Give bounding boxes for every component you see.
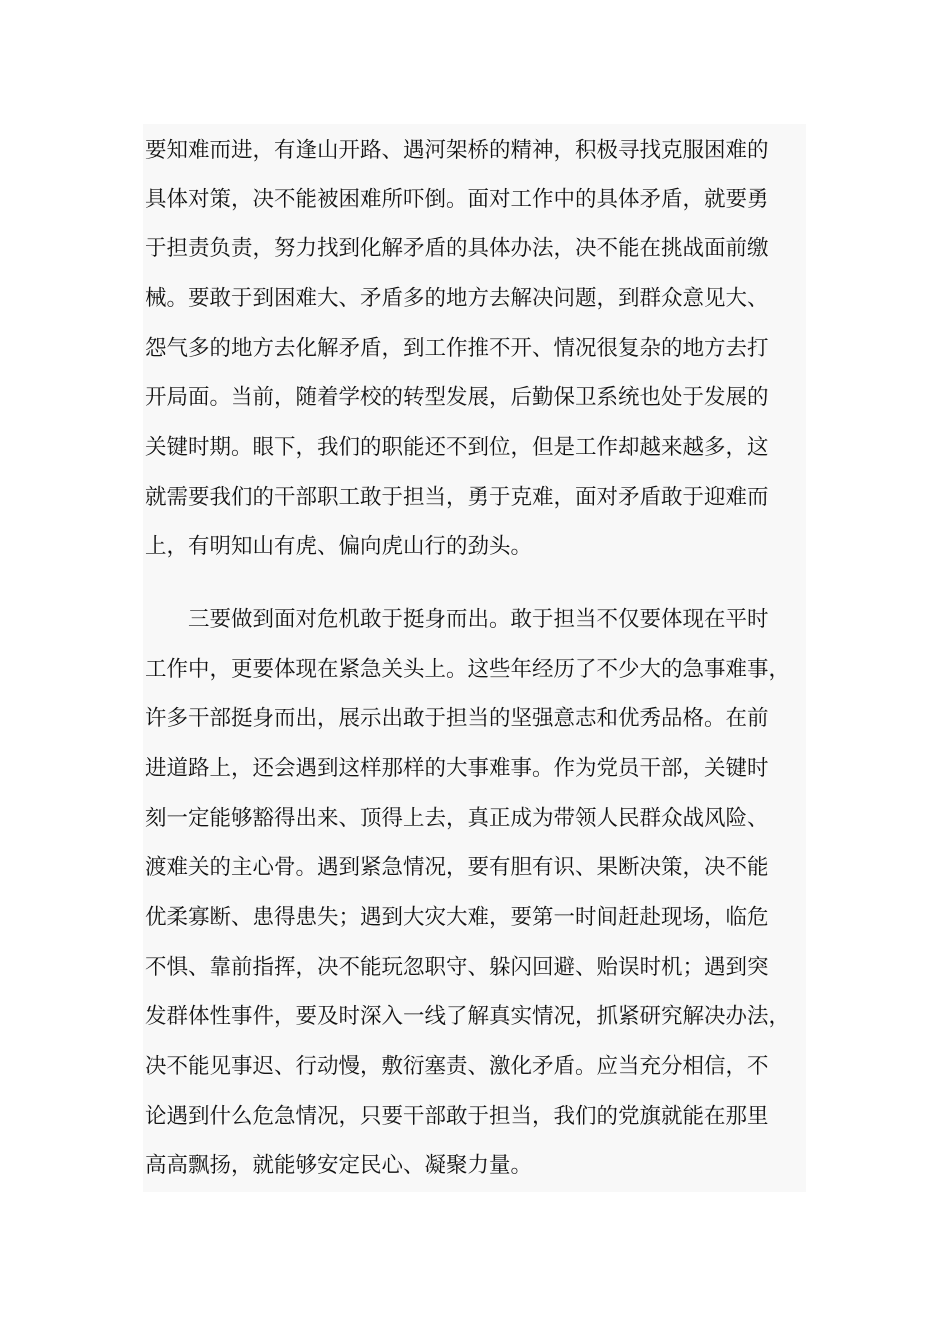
paragraph-first-line: 三要做到面对危机敢于挺身而出。敢于担当不仅要体现在平时 <box>188 607 769 632</box>
text-line: 械。要敢于到困难大、矛盾多的地方去解决问题，到群众意见大、 <box>145 286 769 311</box>
text-line: 刻一定能够豁得出来、顶得上去，真正成为带领人民群众战风险、 <box>145 806 769 831</box>
text-line: 不惧、靠前指挥，决不能玩忽职守、躲闪回避、贻误时机；遇到突 <box>145 955 769 980</box>
text-line: 怨气多的地方去化解矛盾，到工作推不开、情况很复杂的地方去打 <box>145 336 769 361</box>
text-line: 优柔寡断、患得患失；遇到大灾大难，要第一时间赶赴现场，临危 <box>145 905 769 930</box>
text-line: 关键时期。眼下，我们的职能还不到位，但是工作却越来越多，这 <box>145 435 769 460</box>
text-line: 论遇到什么危急情况，只要干部敢于担当，我们的党旗就能在那里 <box>145 1104 769 1129</box>
text-line: 发群体性事件，要及时深入一线了解真实情况，抓紧研究解决办法， <box>145 1004 791 1029</box>
text-line: 工作中，更要体现在紧急关头上。这些年经历了不少大的急事难事， <box>145 657 791 682</box>
text-line: 进道路上，还会遇到这样那样的大事难事。作为党员干部，关键时 <box>145 756 769 781</box>
text-line: 决不能见事迟、行动慢，敷衍塞责、激化矛盾。应当充分相信，不 <box>145 1054 769 1079</box>
text-line: 于担责负责，努力找到化解矛盾的具体办法，决不能在挑战面前缴 <box>145 236 769 261</box>
text-line: 开局面。当前，随着学校的转型发展，后勤保卫系统也处于发展的 <box>145 385 769 410</box>
text-line: 许多干部挺身而出，展示出敢于担当的坚强意志和优秀品格。在前 <box>145 706 769 731</box>
text-line: 渡难关的主心骨。遇到紧急情况，要有胆有识、果断决策，决不能 <box>145 855 769 880</box>
text-line: 高高飘扬，就能够安定民心、凝聚力量。 <box>145 1153 533 1178</box>
text-line: 要知难而进，有逢山开路、遇河架桥的精神，积极寻找克服困难的 <box>145 138 769 163</box>
text-line: 就需要我们的干部职工敢于担当，勇于克难，面对矛盾敢于迎难而 <box>145 485 769 510</box>
text-line: 上，有明知山有虎、偏向虎山行的劲头。 <box>145 534 533 559</box>
text-line: 具体对策，决不能被困难所吓倒。面对工作中的具体矛盾，就要勇 <box>145 187 769 212</box>
